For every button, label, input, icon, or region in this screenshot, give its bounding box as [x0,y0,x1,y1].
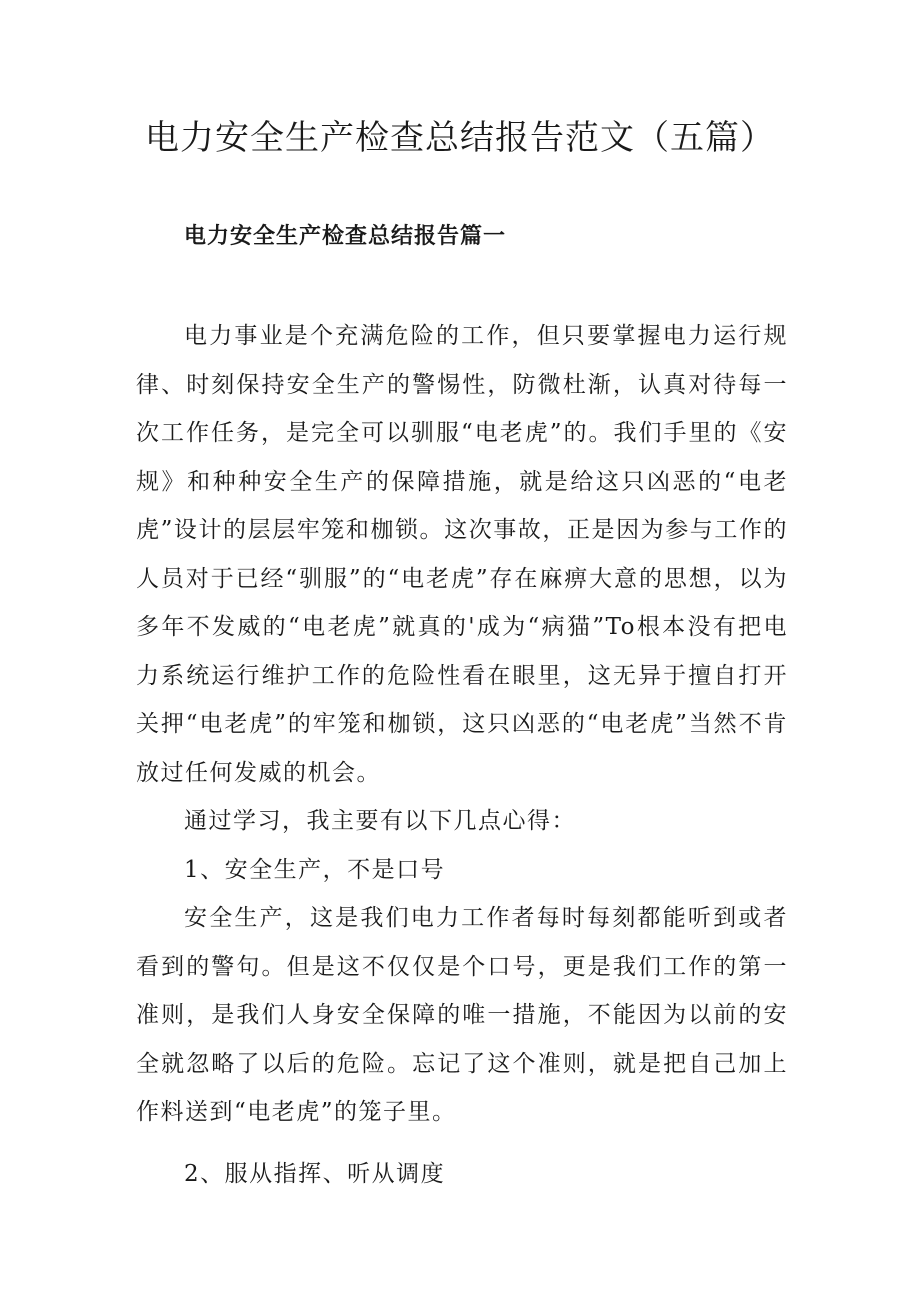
paragraph-point-1: 安全生产，这是我们电力工作者每时每刻都能听到或者看到的警句。但是这不仅仅是个口号，更是我们工作的第一准则，是我们人身安全保障的唯一措施，不能因为以前的安全就忽略了以后的危险。忘记了这个准则，就是把自己加上作料送到“电老虎”的笼子里。 [136,905,788,1125]
document-body [136,312,788,1198]
point-heading-2: 2、服从指挥、听从调度 [184,1160,446,1187]
point-heading-1: 1、安全生产，不是口号 [184,856,446,883]
document-title: 电力安全生产检查总结报告范文（五篇） [145,118,775,158]
section-heading: 电力安全生产检查总结报告篇一 [184,223,507,249]
paragraph-lead-in: 通过学习，我主要有以下几点心得： [184,808,576,834]
paragraph-intro: 电力事业是个充满危险的工作，但只要掌握电力运行规律、时刻保持安全生产的警惕性，防微杜渐，认真对待每一次工作任务，是完全可以驯服“电老虎”的。我们手里的《安规》和种种安全生产的保障措施，就是给这只凶恶的“电老虎”设计的层层牢笼和枷锁。这次事故，正是因为参与工作的人员对于已经“驯服”的“电老虎”存在麻痹大意的思想，以为多年不发威的“电老虎”就真的'成为“病猫”To根本没有把电力系统运行维护工作的危险性看在眼里，这无异于擅自打开关押“电老虎”的牢笼和枷锁，这只凶恶的“电老虎”当然不肯放过任何发威的机会。 [136,323,788,786]
